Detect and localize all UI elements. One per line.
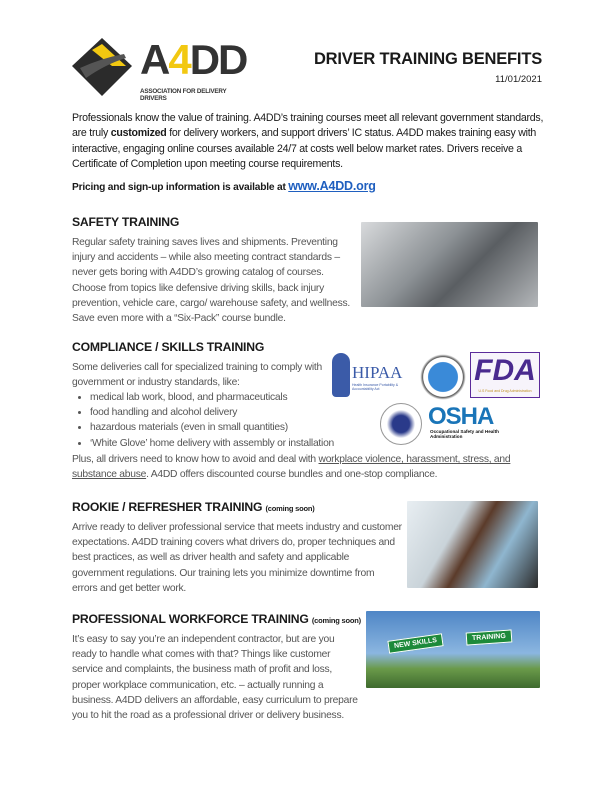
safety-heading: SAFETY TRAINING: [72, 215, 180, 229]
fda-logo: [470, 352, 540, 398]
a4dd-logo: [72, 36, 252, 100]
workforce-text: It’s easy to say you’re an independent contractor, but are you ready to handle what comes with that? Things like customer service and complaints, the business math of profit and loss, proper workplace communication, etc. – actually running a business. A4DD delivers an affordable, easy curriculum to prepare you to hit the road as a professional driver or delivery business.: [72, 634, 358, 722]
outro-text-2: . A4DD offers discounted course bundles and one-stop compliance.: [146, 469, 438, 481]
compliance-heading: COMPLIANCE / SKILLS TRAINING: [72, 340, 265, 354]
outro-text-1: Plus, all drivers need to know how to avoid and deal with: [72, 454, 319, 465]
list-item: • medical lab work, blood, and pharmaceuticals: [90, 390, 372, 405]
road-diamond-icon: [72, 36, 142, 98]
new-skills-sign: NEW SKILLS: [387, 633, 443, 654]
float-spacer: [357, 235, 542, 311]
page-title: DRIVER TRAINING BENEFITS: [313, 50, 542, 68]
fda-text: FDA: [474, 354, 536, 387]
logo-a: A: [140, 36, 169, 83]
osha-text: OSHA: [428, 403, 494, 430]
driver-reading-photo: [407, 501, 538, 588]
logo-4: 4: [168, 36, 190, 83]
osha-subtitle: Occupational Safety and Health Administration: [430, 429, 499, 439]
workforce-heading: [72, 612, 361, 626]
fda-subtitle: U.S Food and Drug Administration: [478, 389, 532, 393]
workforce-body: [72, 632, 542, 723]
compliance-intro: Some deliveries call for specialized training to comply with government or industry standards, like:: [72, 362, 322, 389]
pricing-text: Pricing and sign-up information is available at: [72, 182, 289, 193]
list-item: • hazardous materials (even in small quantities): [90, 420, 372, 435]
list-item: • ‘White Glove’ home delivery with assembly or installation: [90, 436, 372, 451]
intro-paragraph: [72, 111, 547, 173]
float-spacer: [360, 632, 542, 693]
hipaa-subtitle: Health Insurance Portability & Accountability Act: [352, 383, 399, 391]
dot-seal-icon: [420, 354, 466, 400]
website-link[interactable]: www.A4DD.org: [288, 179, 376, 193]
safety-body: [72, 235, 542, 326]
compliance-list: [72, 390, 372, 451]
coming-soon-tag: (coming soon): [265, 504, 315, 513]
rookie-body: Arrive ready to deliver professional service that meets industry and customer expectations. A4DD training covers what drivers do, proper techniques and best practices, as well as driver health and safety and applicable government regulations. Our training lets you minimize downtime from errors and get better work.: [72, 522, 402, 594]
compliance-outro: [72, 452, 547, 482]
logo-dd: DD: [189, 36, 247, 83]
rookie-title: ROOKIE / REFRESHER TRAINING: [72, 500, 263, 514]
logo-tagline: ASSOCIATION FOR DELIVERY DRIVERS: [140, 88, 227, 102]
intro-text-1: Professionals know the value of training. A4DD’s training courses meet all relevant government standards, are truly: [72, 112, 544, 140]
intro-bold: customized: [110, 127, 167, 140]
coming-soon-tag: (coming soon): [311, 616, 361, 625]
rookie-heading: [72, 500, 315, 514]
training-sign: TRAINING: [466, 629, 513, 645]
hhs-seal-icon: [380, 403, 422, 445]
pricing-line: [72, 179, 376, 193]
intro-text-2: for delivery workers, and support drivers’ IC status. A4DD makes training easy with interactive, engaging online courses available 24/7 at costs well below market rates. Drivers receive a Certificate of Completion upon meeting course requirements.: [72, 127, 537, 171]
document-date: 11/01/2021: [495, 74, 542, 85]
workforce-title: PROFESSIONAL WORKFORCE TRAINING: [72, 612, 309, 626]
list-item: • food handling and alcohol delivery: [90, 405, 372, 420]
osha-logo: [428, 403, 493, 431]
workplace-topics-link: workplace violence, harassment, stress, and substance abuse: [72, 454, 511, 481]
safety-text: Regular safety training saves lives and shipments. Preventing injury and accidents – while also meeting contract standards – never gets boring with A4DD’s growing catalog of courses. Choose from topics like defensive driving skills, back injury prevention, vehicle care, cargo/ warehouse safety, and wellness. Save even more with a “Six-Pack” course bundle.: [72, 237, 351, 325]
hipaa-logo: HIPAA: [352, 363, 403, 382]
